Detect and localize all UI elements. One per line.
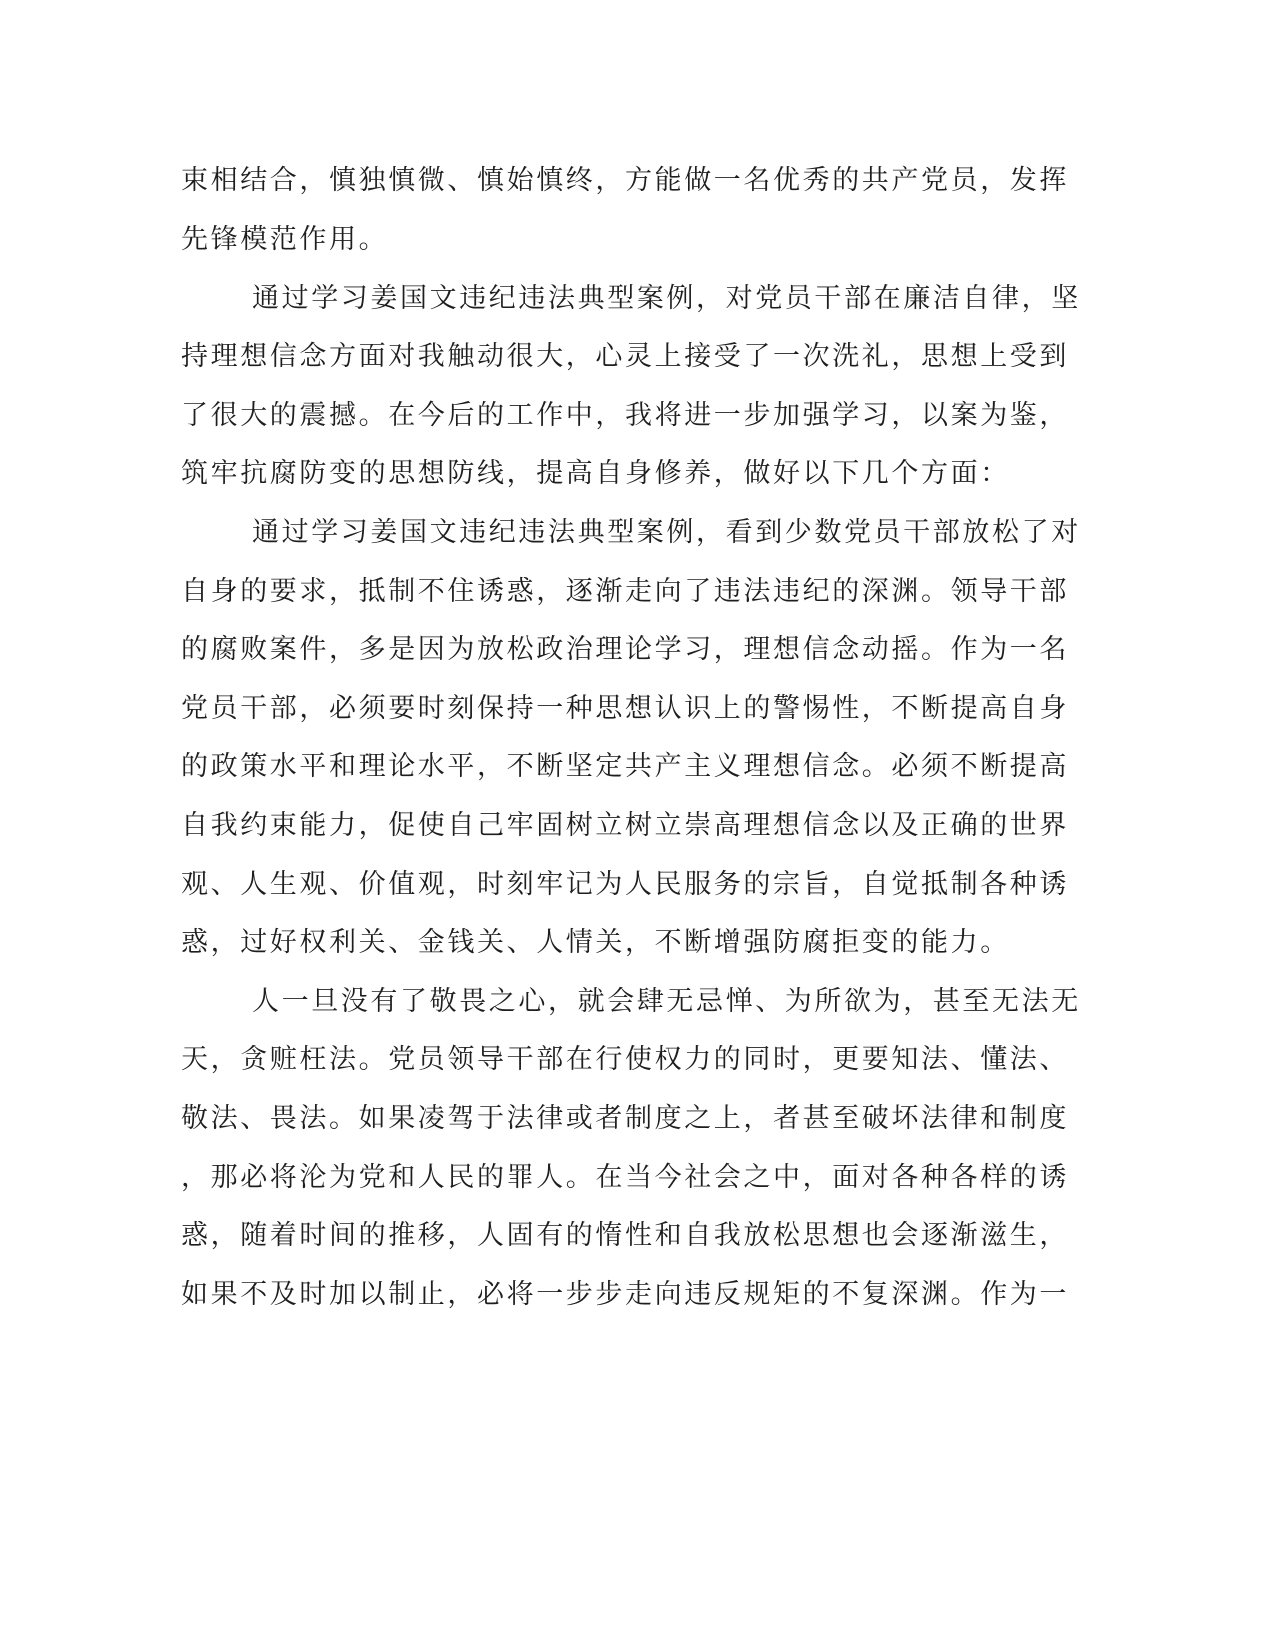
paragraph-first-line: 通过学习姜国文违纪违法典型案例，看到少数党员干部放松了对 bbox=[252, 517, 1081, 548]
text-line: 的腐败案件，多是因为放松政治理论学习，理想信念动摇。作为一名 bbox=[181, 634, 1069, 665]
text-line: 观、人生观、价值观，时刻牢记为人民服务的宗旨，自觉抵制各种诱 bbox=[181, 869, 1069, 900]
paragraph-first-line: 人一旦没有了敬畏之心，就会肆无忌惮、为所欲为，甚至无法无 bbox=[252, 986, 1081, 1017]
text-line: ，那必将沦为党和人民的罪人。在当今社会之中，面对各种各样的诱 bbox=[181, 1162, 1069, 1193]
text-line: 的政策水平和理论水平，不断坚定共产主义理想信念。必须不断提高 bbox=[181, 751, 1069, 782]
text-line: 惑，过好权利关、金钱关、人情关，不断增强防腐拒变的能力。 bbox=[181, 927, 1010, 958]
text-line: 敬法、畏法。如果凌驾于法律或者制度之上，者甚至破坏法律和制度 bbox=[181, 1103, 1069, 1134]
paragraph-first-line: 通过学习姜国文违纪违法典型案例，对党员干部在廉洁自律，坚 bbox=[252, 283, 1081, 314]
text-line: 筑牢抗腐防变的思想防线，提高自身修养，做好以下几个方面： bbox=[181, 458, 1010, 489]
text-line: 自身的要求，抵制不住诱惑，逐渐走向了违法违纪的深渊。领导干部 bbox=[181, 576, 1069, 607]
text-line: 惑，随着时间的推移，人固有的惰性和自我放松思想也会逐渐滋生， bbox=[181, 1220, 1069, 1251]
text-line: 了很大的震撼。在今后的工作中，我将进一步加强学习，以案为鉴， bbox=[181, 400, 1069, 431]
text-line: 束相结合，慎独慎微、慎始慎终，方能做一名优秀的共产党员，发挥 bbox=[181, 165, 1069, 196]
text-line: 天，贪赃枉法。党员领导干部在行使权力的同时，更要知法、懂法、 bbox=[181, 1044, 1069, 1075]
text-line: 如果不及时加以制止，必将一步步走向违反规矩的不复深渊。作为一 bbox=[181, 1279, 1069, 1310]
text-line: 党员干部，必须要时刻保持一种思想认识上的警惕性，不断提高自身 bbox=[181, 693, 1069, 724]
text-line: 自我约束能力，促使自己牢固树立树立崇高理想信念以及正确的世界 bbox=[181, 810, 1069, 841]
text-line: 持理想信念方面对我触动很大，心灵上接受了一次洗礼，思想上受到 bbox=[181, 341, 1069, 372]
text-line: 先锋模范作用。 bbox=[181, 224, 389, 255]
